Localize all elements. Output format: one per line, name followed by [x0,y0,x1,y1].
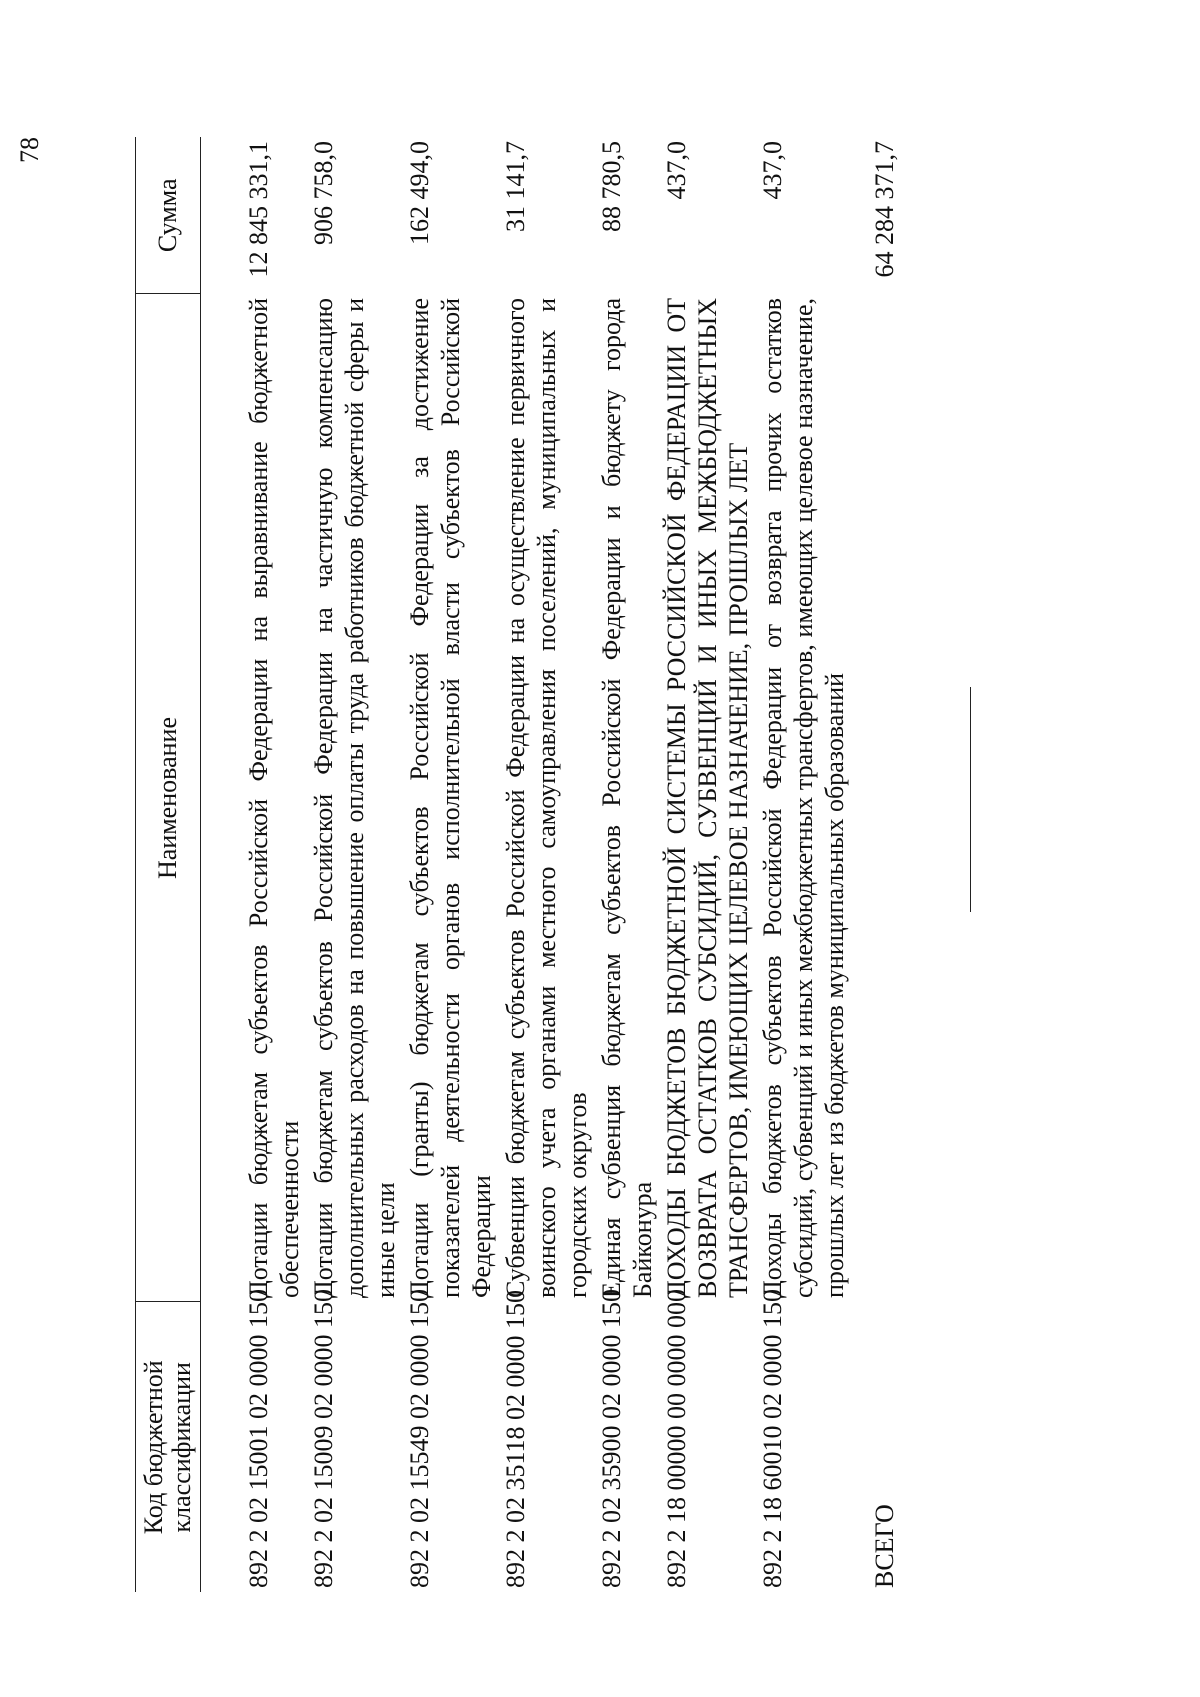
table-row [757,137,853,1592]
table-row [596,137,661,1592]
row-code: 892 2 02 15549 02 0000 150 [405,1289,434,1588]
budget-table [135,137,903,1592]
header-name: Наименование [136,294,201,1302]
row-sum: 88 780,5 [597,141,626,232]
row-name: Единая субвенция бюджетам субъектов Российской Федерации и бюджету города Байконура [597,298,657,1298]
total-row [853,137,903,1592]
row-name: Дотации бюджетам субъектов Российской Федерации на частичную компенсацию дополнительных расходов на повышение оплаты труда работников бюджетной сферы и иные цели [309,298,400,1298]
row-code: 892 2 02 35900 02 0000 150 [597,1289,626,1588]
table-row [201,137,309,1592]
row-sum: 906 758,0 [309,141,338,245]
row-name: Субвенции бюджетам субъектов Российской Федерации на осуществление первичного воинского учета органами местного самоуправления поселений, муниципальных и городских округов [501,298,592,1298]
row-name: Доходы бюджетов субъектов Российской Федерации от возврата прочих остатков субсидий, субвенций и иных межбюджетных трансфертов, имеющих целевое назначение, прошлых лет из бюджетов муниципальных образований [758,298,849,1298]
rotated-page [15,137,1025,1592]
row-name: Дотации (гранты) бюджетам субъектов Российской Федерации за достижение показателей деятельности органов исполнительной власти субъектов Российской Федерации [405,298,496,1298]
table-row [308,137,404,1592]
row-name: Дотации бюджетам субъектов Российской Федерации на выравнивание бюджетной обеспеченности [244,298,304,1298]
end-separator-line [970,687,971,912]
total-label: ВСЕГО [870,1504,899,1588]
table-row [661,137,757,1592]
row-code: 892 2 18 00000 00 0000 000 [662,1289,691,1588]
row-sum: 437,0 [758,141,787,200]
row-code: 892 2 18 60010 02 0000 150 [758,1289,787,1588]
row-sum: 437,0 [662,141,691,200]
row-sum: 12 845 331,1 [244,141,273,278]
row-sum: 31 141,7 [501,141,530,232]
header-sum: Сумма [136,137,201,294]
row-sum: 162 494,0 [405,141,434,245]
table-header-row [136,137,201,1592]
total-sum: 64 284 371,7 [870,141,899,278]
row-code: 892 2 02 15009 02 0000 150 [309,1289,338,1588]
row-code: 892 2 02 15001 02 0000 150 [244,1289,273,1588]
table-row [500,137,596,1592]
row-name: ДОХОДЫ БЮДЖЕТОВ БЮДЖЕТНОЙ СИСТЕМЫ РОССИЙСКОЙ ФЕДЕРАЦИИ ОТ ВОЗВРАТА ОСТАТКОВ СУБСИДИЙ, СУБВЕНЦИЙ И ИНЫХ МЕЖБЮДЖЕТНЫХ ТРАНСФЕРТОВ, ИМЕЮЩИХ ЦЕЛЕВОЕ НАЗНАЧЕНИЕ, ПРОШЛЫХ ЛЕТ [662,298,753,1298]
header-code: Код бюджетной классификации [136,1302,201,1592]
page-number: 78 [15,137,44,163]
table-row [404,137,500,1592]
row-code: 892 2 02 35118 02 0000 150 [501,1289,530,1588]
